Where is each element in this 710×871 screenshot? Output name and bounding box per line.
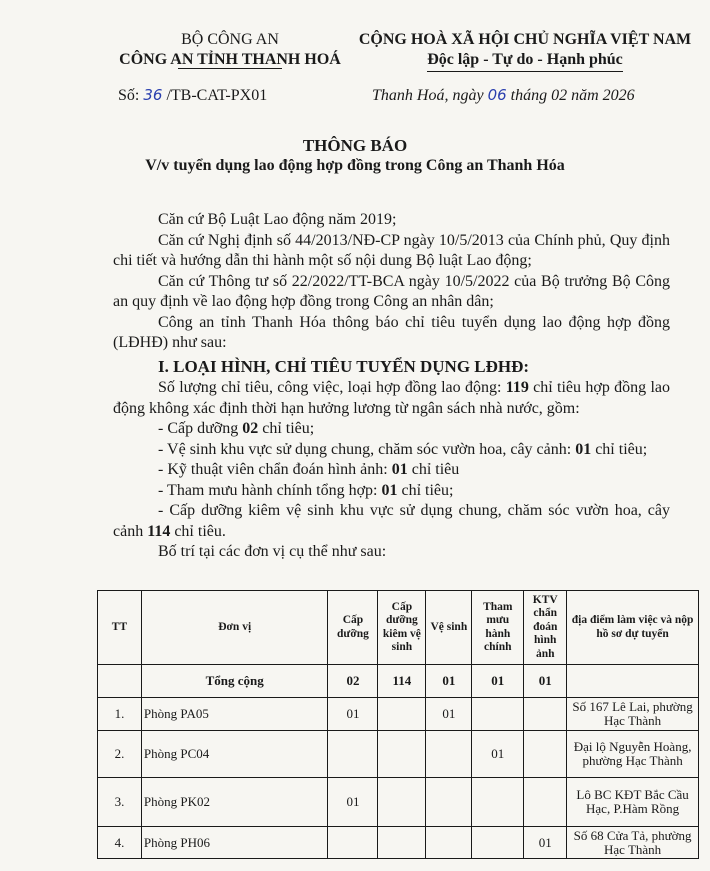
date-day-handwritten: 06: [487, 86, 507, 104]
legal-basis-2: Căn cứ Nghị định số 44/2013/NĐ-CP ngày 10/5/2013 của Chính phủ, Quy định chi tiết và hướng dẫn thi hành một số nội dung Bộ luật Lao động;: [113, 231, 670, 269]
col-header-tt: TT: [98, 591, 142, 665]
number-prefix: Số:: [118, 87, 140, 104]
quota-item: - Cấp dưỡng 02 chỉ tiêu;: [158, 420, 315, 437]
quota-item: - Tham mưu hành chính tổng hợp: 01 chỉ tiêu;: [158, 481, 454, 499]
section-1-heading: I. LOẠI HÌNH, CHỈ TIÊU TUYỂN DỤNG LĐHĐ:: [158, 356, 530, 376]
col-header-ktv: KTV chẩn đoán hình ảnh: [524, 591, 567, 665]
agency-name: CÔNG AN TỈNH THANH HOÁ: [119, 51, 341, 68]
table-row: 4. Phòng PH06 01 Số 68 Cửa Tả, phường Hạc Thành: [98, 827, 699, 859]
col-header-cook: Cấp dưỡng: [328, 591, 378, 665]
date-prefix: Thanh Hoá, ngày: [372, 87, 484, 104]
total-admin: 01: [472, 665, 524, 698]
total-cook: 02: [328, 665, 378, 698]
table-row: 1. Phòng PA05 01 01 Số 167 Lê Lai, phường Hạc Thành: [98, 698, 699, 731]
col-header-location: địa điểm làm việc và nộp hồ sơ dự tuyển: [567, 591, 699, 665]
motto: Độc lập - Tự do - Hạnh phúc: [427, 50, 623, 72]
issuing-agency: [100, 30, 360, 70]
quota-table: [97, 590, 699, 859]
number-suffix: /TB-CAT-PX01: [166, 87, 268, 104]
nation-name: CỘNG HOÀ XÃ HỘI CHỦ NGHĨA VIỆT NAM: [358, 31, 692, 48]
total-ktv: 01: [524, 665, 567, 698]
legal-basis-1: Căn cứ Bộ Luật Lao động năm 2019;: [158, 211, 397, 228]
announcement-intro: Công an tỉnh Thanh Hóa thông báo chỉ tiêu tuyển dụng lao động hợp đồng (LĐHĐ) như sau:: [113, 313, 670, 351]
col-header-unit: Đơn vị: [141, 591, 328, 665]
section-1-intro: Số lượng chỉ tiêu, công việc, loại hợp đồng lao động: 119 chỉ tiêu hợp đồng lao động không xác định thời hạn hưởng lương từ ngân sách nhà nước, gồm:: [113, 379, 671, 417]
col-header-admin: Tham mưu hành chính: [472, 591, 524, 665]
total-row: [98, 665, 699, 698]
col-header-cook-clean: Cấp dưỡng kiêm vệ sinh: [378, 591, 426, 665]
document-body: [113, 210, 670, 563]
col-header-clean: Vệ sinh: [426, 591, 472, 665]
document-title: THÔNG BÁO: [302, 136, 408, 155]
legal-basis-3: Căn cứ Thông tư số 22/2022/TT-BCA ngày 10/5/2022 của Bộ trưởng Bộ Công an quy định về lao động hợp đồng trong Công an nhân dân;: [113, 272, 670, 310]
total-clean: 01: [426, 665, 472, 698]
table-header-row: [98, 591, 699, 665]
table-row: 2. Phòng PC04 01 Đại lộ Nguyễn Hoàng, phường Hạc Thành: [98, 731, 699, 778]
agency-parent: BỘ CÔNG AN: [181, 31, 279, 48]
table-row: 3. Phòng PK02 01 Lô BC KĐT Bắc Cầu Hạc, P.Hàm Rồng: [98, 778, 699, 827]
quota-item: - Kỹ thuật viên chẩn đoán hình ảnh: 01 chỉ tiêu: [158, 461, 460, 478]
total-label: Tổng cộng: [141, 665, 328, 698]
quota-item: - Cấp dưỡng kiêm vệ sinh khu vực sử dụng chung, chăm sóc vườn hoa, cây cảnh 114 chỉ tiêu.: [113, 502, 670, 540]
document-subtitle: V/v tuyển dụng lao động hợp đồng trong Công an Thanh Hóa: [145, 157, 565, 174]
document-number: [118, 86, 267, 105]
total-cook-clean: 114: [378, 665, 426, 698]
date-suffix: tháng 02 năm 2026: [510, 87, 635, 104]
number-handwritten: 36: [143, 86, 163, 104]
agency-underline: [178, 68, 282, 69]
national-heading: [340, 30, 710, 72]
document-date: [372, 86, 635, 105]
arrangement-note: Bố trí tại các đơn vị cụ thể như sau:: [158, 543, 387, 560]
quota-item: - Vệ sinh khu vực sử dụng chung, chăm sóc vườn hoa, cây cảnh: 01 chỉ tiêu;: [158, 440, 648, 458]
